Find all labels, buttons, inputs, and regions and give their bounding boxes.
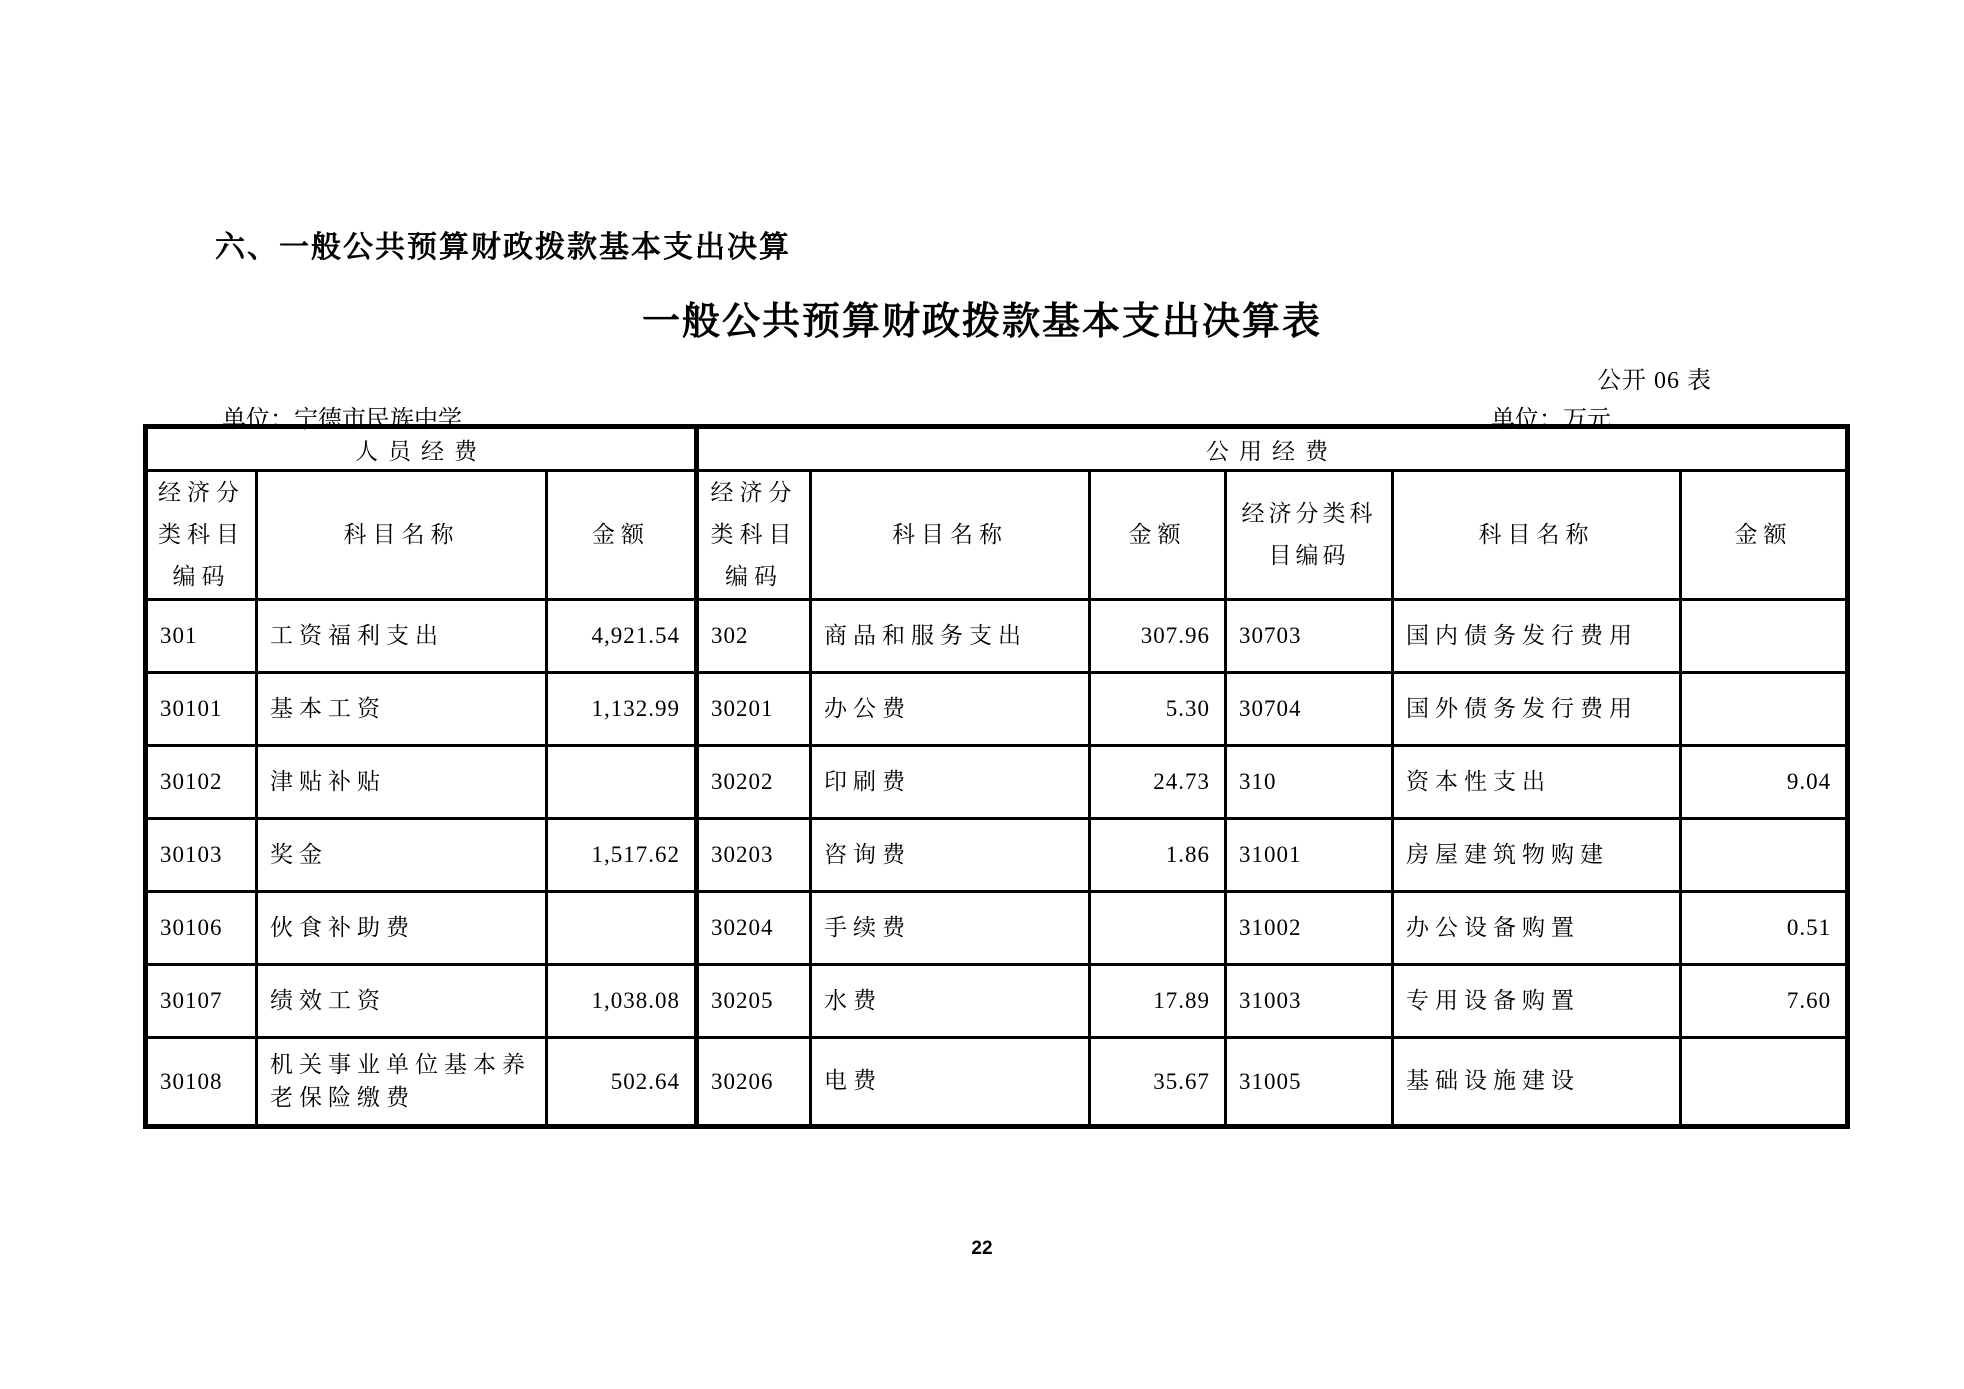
cell-subject: 基本工资	[257, 673, 547, 746]
cell-subject: 房屋建筑物购建	[1393, 819, 1681, 892]
cell-amount: 1,038.08	[547, 965, 697, 1038]
cell-subject: 津贴补贴	[257, 746, 547, 819]
cell-code: 30204	[697, 892, 811, 965]
cell-subject: 咨询费	[811, 819, 1090, 892]
cell-amount: 7.60	[1681, 965, 1848, 1038]
cell-subject: 机关事业单位基本养老保险缴费	[257, 1038, 547, 1127]
group-header-public-funds: 公用经费	[697, 427, 1848, 471]
currency-unit-label: 单位：万元	[1491, 407, 1611, 433]
cell-amount	[1681, 600, 1848, 673]
cell-amount: 1,132.99	[547, 673, 697, 746]
cell-code: 30201	[697, 673, 811, 746]
cell-amount: 17.89	[1090, 965, 1226, 1038]
column-header-code-2: 经济分类科目编码	[697, 471, 811, 600]
table-group-header-row	[146, 427, 1848, 471]
cell-subject: 国外债务发行费用	[1393, 673, 1681, 746]
cell-code: 30203	[697, 819, 811, 892]
table-row	[146, 600, 1848, 673]
cell-subject: 资本性支出	[1393, 746, 1681, 819]
column-header-subject-1: 科目名称	[257, 471, 547, 600]
cell-code: 30107	[146, 965, 257, 1038]
column-header-subject-3: 科目名称	[1393, 471, 1681, 600]
table-row	[146, 965, 1848, 1038]
cell-subject: 基础设施建设	[1393, 1038, 1681, 1127]
cell-subject: 水费	[811, 965, 1090, 1038]
cell-code: 30704	[1226, 673, 1393, 746]
cell-code: 30103	[146, 819, 257, 892]
cell-subject: 奖金	[257, 819, 547, 892]
cell-code: 30703	[1226, 600, 1393, 673]
cell-amount: 4,921.54	[547, 600, 697, 673]
table-row	[146, 892, 1848, 965]
unit-name-label: 单位：宁德市民族中学	[222, 407, 462, 433]
cell-code: 301	[146, 600, 257, 673]
section-heading: 六、一般公共预算财政拨款基本支出决算	[215, 231, 791, 264]
cell-amount: 24.73	[1090, 746, 1226, 819]
cell-amount: 9.04	[1681, 746, 1848, 819]
cell-amount	[547, 746, 697, 819]
cell-subject: 电费	[811, 1038, 1090, 1127]
table-row	[146, 673, 1848, 746]
cell-amount: 502.64	[547, 1038, 697, 1127]
column-header-code-1: 经济分类科目编码	[146, 471, 257, 600]
cell-code: 30101	[146, 673, 257, 746]
cell-code: 30108	[146, 1038, 257, 1127]
cell-amount: 5.30	[1090, 673, 1226, 746]
cell-subject: 国内债务发行费用	[1393, 600, 1681, 673]
cell-subject: 绩效工资	[257, 965, 547, 1038]
table-row	[146, 819, 1848, 892]
cell-code: 30205	[697, 965, 811, 1038]
cell-amount	[1681, 673, 1848, 746]
cell-code: 31002	[1226, 892, 1393, 965]
cell-subject: 手续费	[811, 892, 1090, 965]
cell-amount	[1681, 819, 1848, 892]
column-header-amount-1: 金额	[547, 471, 697, 600]
cell-subject: 办公费	[811, 673, 1090, 746]
column-header-code-3: 经济分类科目编码	[1226, 471, 1393, 600]
cell-code: 31001	[1226, 819, 1393, 892]
table-code-label: 公开 06 表	[1597, 368, 1712, 394]
cell-subject: 专用设备购置	[1393, 965, 1681, 1038]
cell-code: 30206	[697, 1038, 811, 1127]
cell-amount	[1681, 1038, 1848, 1127]
table-row	[146, 746, 1848, 819]
table-row	[146, 1038, 1848, 1127]
column-header-subject-2: 科目名称	[811, 471, 1090, 600]
cell-amount: 0.51	[1681, 892, 1848, 965]
cell-amount	[1090, 892, 1226, 965]
cell-amount: 35.67	[1090, 1038, 1226, 1127]
table-title: 一般公共预算财政拨款基本支出决算表	[641, 301, 1322, 343]
cell-code: 31003	[1226, 965, 1393, 1038]
cell-subject: 伙食补助费	[257, 892, 547, 965]
cell-amount: 307.96	[1090, 600, 1226, 673]
expenditure-table	[143, 424, 1850, 1129]
cell-amount: 1,517.62	[547, 819, 697, 892]
cell-amount	[547, 892, 697, 965]
cell-subject: 印刷费	[811, 746, 1090, 819]
column-header-amount-3: 金额	[1681, 471, 1848, 600]
cell-code: 30106	[146, 892, 257, 965]
cell-subject: 商品和服务支出	[811, 600, 1090, 673]
table-column-header-row	[146, 471, 1848, 600]
cell-code: 302	[697, 600, 811, 673]
column-header-amount-2: 金额	[1090, 471, 1226, 600]
cell-code: 310	[1226, 746, 1393, 819]
cell-subject: 工资福利支出	[257, 600, 547, 673]
cell-subject: 办公设备购置	[1393, 892, 1681, 965]
page-number: 22	[971, 1238, 993, 1259]
cell-amount: 1.86	[1090, 819, 1226, 892]
cell-code: 30102	[146, 746, 257, 819]
cell-code: 31005	[1226, 1038, 1393, 1127]
group-header-personnel-funds: 人员经费	[146, 427, 697, 471]
cell-code: 30202	[697, 746, 811, 819]
